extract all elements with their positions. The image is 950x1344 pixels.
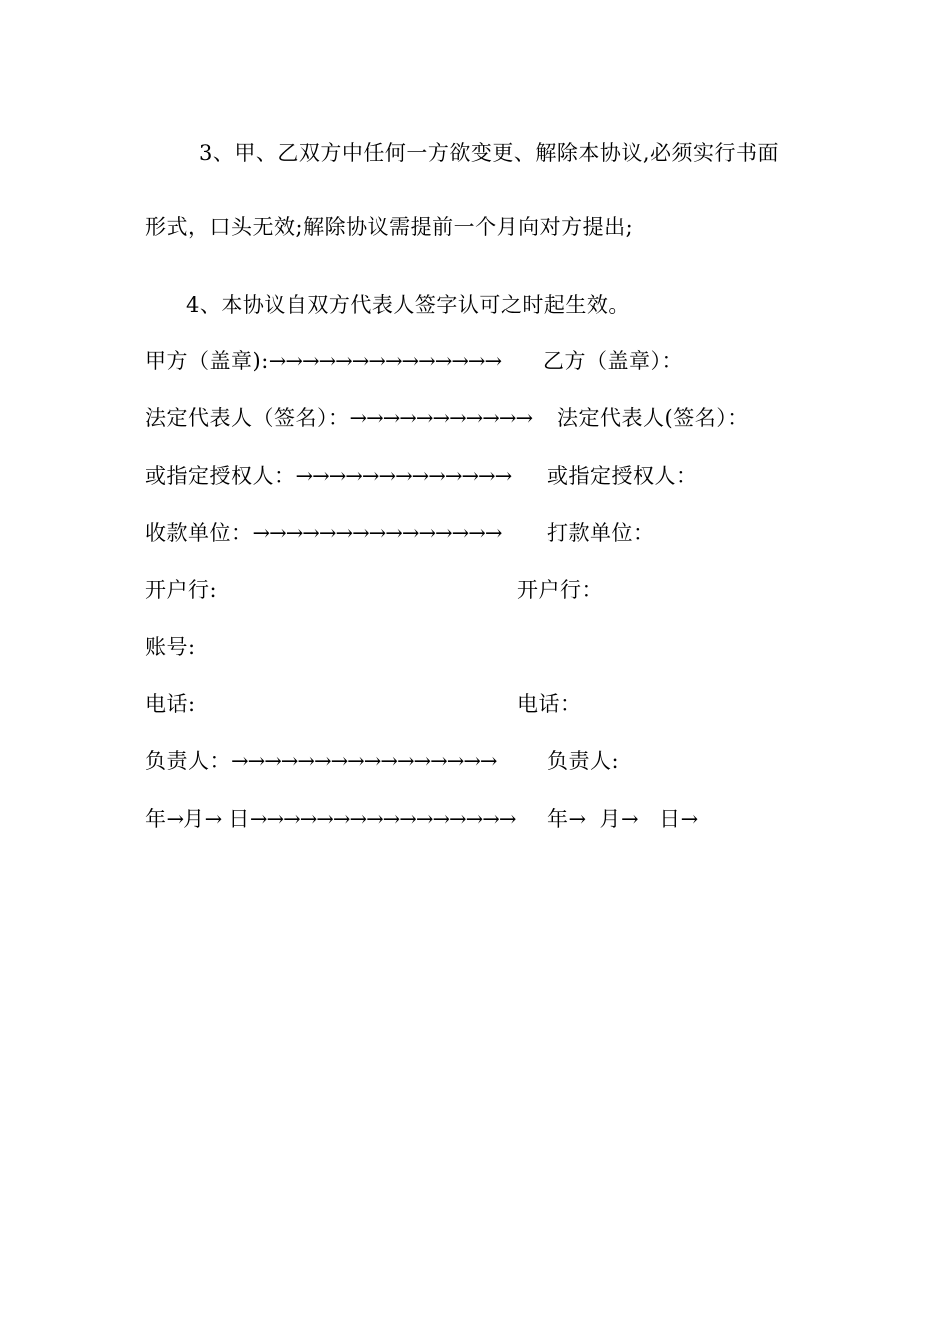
tab-leader: →→→→→→→→→→→: [349, 406, 533, 430]
payer-unit-label: 打款单位：: [547, 521, 655, 545]
legal-rep-b-label: 法定代表人(签名）：: [557, 406, 749, 430]
clause-3-line-2: 形式，口头无效;解除协议需提前一个月向对方提出;: [145, 215, 634, 239]
phone-b-label: 电话：: [517, 692, 582, 716]
date-b-month: 月: [599, 807, 621, 831]
authorized-a-label: 或指定授权人：: [145, 464, 296, 488]
tab-leader: →→→→→→→→→→→→→→→: [252, 521, 502, 545]
bank-b-label: 开户行：: [517, 578, 603, 602]
responsible-a-row: [145, 747, 497, 775]
date-a-year: 年: [145, 807, 167, 831]
phone-a-label: 电话:: [145, 692, 196, 716]
tab-leader: →: [568, 807, 586, 831]
party-a-seal-label: 甲方（盖章):: [145, 349, 269, 373]
payee-unit-row: [145, 519, 501, 547]
date-a-month: 月: [183, 807, 205, 831]
authorized-a-row: [145, 462, 511, 490]
tab-leader: →→→→→→→→→→→→→: [295, 464, 512, 488]
legal-rep-a-row: [145, 404, 532, 432]
tab-leader: →: [680, 807, 698, 831]
tab-leader: →→→→→→→→→→→→→→: [268, 349, 502, 373]
tab-leader: →→→→→→→→→→→→→→→→: [231, 749, 497, 773]
tab-leader: →: [204, 807, 222, 831]
party-a-seal-row: [145, 347, 501, 375]
responsible-b-label: 负责人:: [547, 749, 620, 773]
clause-4: 4、本协议自双方代表人签字认可之时起生效。: [186, 293, 630, 317]
legal-rep-a-label: 法定代表人（签名）：: [145, 406, 350, 430]
date-b-year: 年: [547, 807, 569, 831]
date-a-day: 日: [228, 807, 250, 831]
payee-unit-label: 收款单位：: [145, 521, 253, 545]
tab-leader: →→→→→→→→→→→→→→→→: [249, 807, 516, 831]
tab-leader: →: [620, 807, 638, 831]
date-b-day: 日: [659, 807, 681, 831]
tab-leader: →: [166, 807, 184, 831]
responsible-a-label: 负责人：: [145, 749, 231, 773]
date-a-row: [145, 805, 515, 833]
bank-a-label: 开户行:: [145, 578, 218, 602]
clause-3-line-1: 3、甲、乙双方中任何一方欲变更、解除本协议,必须实行书面: [199, 141, 780, 165]
authorized-b-label: 或指定授权人：: [547, 464, 698, 488]
date-b-row: [547, 805, 697, 833]
account-a-label: 账号:: [145, 635, 196, 659]
party-b-seal-label: 乙方（盖章）：: [543, 349, 683, 373]
